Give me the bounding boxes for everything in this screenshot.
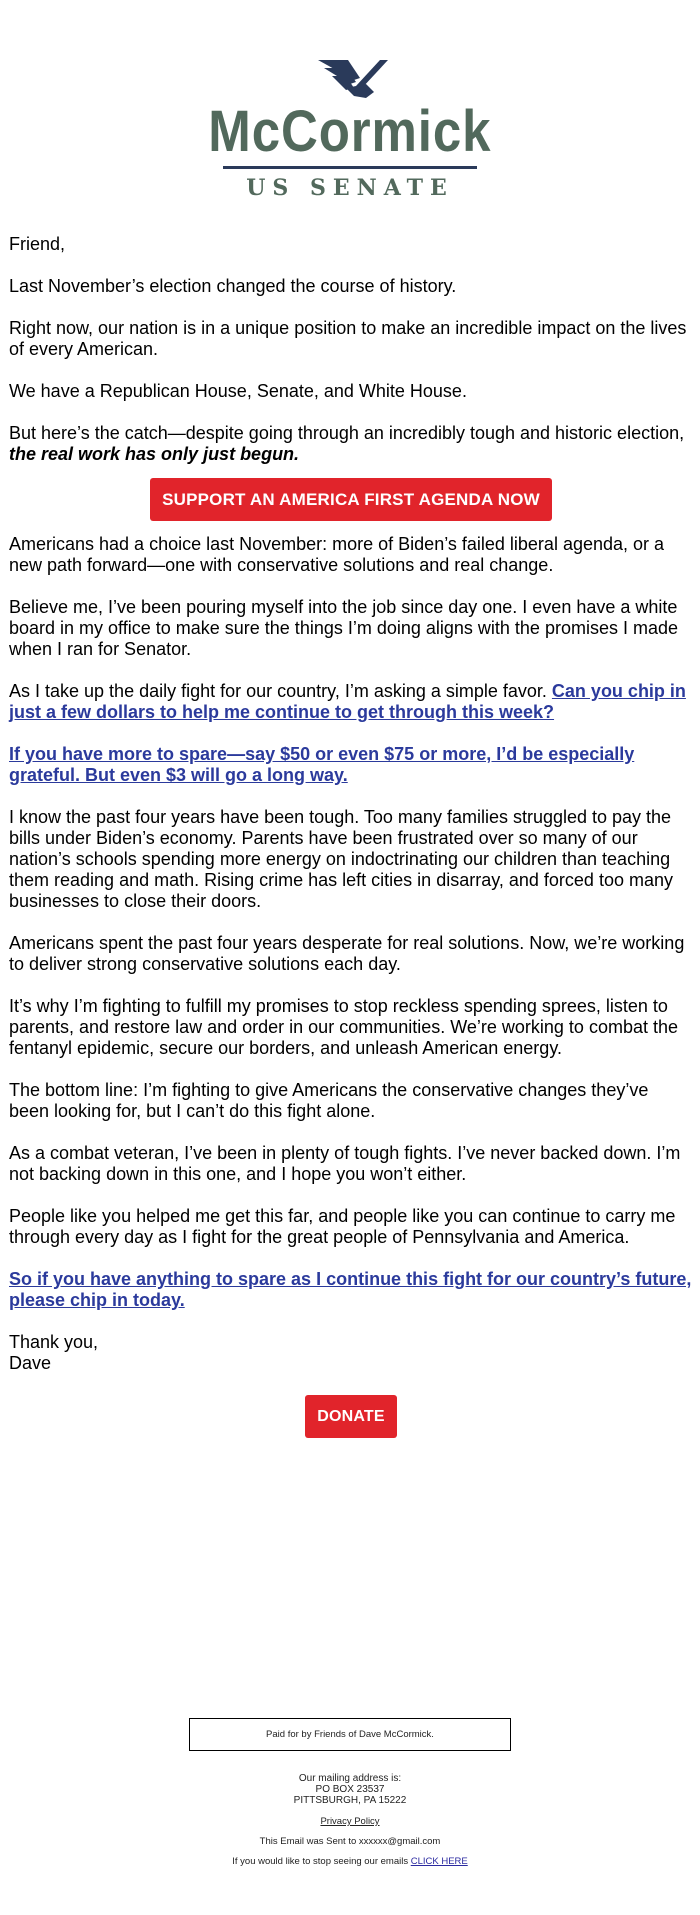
- sent-to-text: This Email was Sent to xxxxxx@gmail.com: [259, 1836, 441, 1847]
- paragraph-text: As I take up the daily fight for our country, I’m asking a simple favor.: [9, 681, 552, 701]
- paragraph-text: But here’s the catch—despite going through an incredibly tough and historic election,: [9, 423, 685, 443]
- paragraph: We have a Republican House, Senate, and White House.: [9, 381, 467, 401]
- logo-subtitle: US SENATE: [246, 175, 454, 201]
- signoff-text: Thank you,: [9, 1332, 99, 1352]
- privacy-policy-link[interactable]: Privacy Policy: [320, 1816, 380, 1827]
- chip-in-today-link[interactable]: So if you have anything to spare as I continue this fight for our country’s future, please chip in today.: [9, 1269, 692, 1310]
- paragraph: [9, 1269, 693, 1311]
- paragraph: People like you helped me get this far, and people like you can continue to carry me through every day as I fight for the great people of Pennsylvania and America.: [9, 1206, 676, 1247]
- address-line-1: PO BOX 23537: [315, 1784, 385, 1795]
- paragraph: Right now, our nation is in a unique position to make an incredible impact on the lives of every American.: [9, 318, 687, 359]
- email-body: [9, 234, 693, 1451]
- paragraph: As a combat veteran, I’ve been in plenty of tough fights. I’ve never backed down. I’m not backing down in this one, and I hope you won’t either.: [9, 1143, 681, 1184]
- chip-in-link[interactable]: Can you chip in just a few dollars to help me continue to get through this week?: [9, 681, 686, 722]
- address-line-2: PITTSBURGH, PA 15222: [293, 1795, 407, 1806]
- paragraph: [9, 744, 693, 786]
- mailing-label: Our mailing address is:: [298, 1773, 402, 1784]
- logo-divider: [223, 166, 477, 169]
- paragraph: Americans spent the past four years desperate for real solutions. Now, we’re working to deliver strong conservative solutions each day.: [9, 933, 685, 974]
- paragraph: [9, 423, 693, 465]
- paragraph: Last November’s election changed the course of history.: [9, 276, 457, 296]
- greeting: Friend,: [9, 234, 66, 254]
- paragraph: Americans had a choice last November: more of Biden’s failed liberal agenda, or a new path forward—one with conservative solutions and real change.: [9, 534, 665, 575]
- paragraph: [9, 681, 693, 723]
- donate-amount-link[interactable]: If you have more to spare—say $50 or even $75 or more, I’d be especially grateful. But even $3 will go a long way.: [9, 744, 635, 785]
- support-agenda-button[interactable]: SUPPORT AN AMERICA FIRST AGENDA NOW: [150, 478, 552, 521]
- unsubscribe-link[interactable]: CLICK HERE: [410, 1856, 468, 1867]
- signoff: [9, 1332, 693, 1374]
- logo: [0, 58, 700, 201]
- signature: Dave: [9, 1353, 52, 1373]
- eagle-icon: [310, 58, 390, 100]
- footer: [0, 1718, 700, 1867]
- donate-button[interactable]: DONATE: [305, 1395, 397, 1438]
- logo-name: McCormick: [208, 99, 492, 164]
- paid-for-disclaimer: Paid for by Friends of Dave McCormick.: [189, 1718, 511, 1751]
- paragraph: I know the past four years have been tough. Too many families struggled to pay the bills under Biden’s economy. Parents have been frustrated over so many of our nation’s schools spending more energy on indoctrinating our children than teaching them reading and math. Rising crime has left cities in disarray, and forced too many businesses to close their doors.: [9, 807, 673, 911]
- emphasis-text: the real work has only just begun.: [9, 444, 300, 464]
- paragraph: The bottom line: I’m fighting to give Americans the conservative changes they’ve been looking for, but I can’t do this fight alone.: [9, 1080, 649, 1121]
- paragraph: It’s why I’m fighting to fulfill my promises to stop reckless spending sprees, listen to parents, and restore law and order in our communities. We’re working to combat the fentanyl epidemic, secure our borders, and unleash American energy.: [9, 996, 678, 1058]
- unsubscribe-text: If you would like to stop seeing our emails: [232, 1856, 411, 1867]
- paragraph: Believe me, I’ve been pouring myself into the job since day one. I even have a white board in my office to make sure the things I’m doing aligns with the promises I made when I ran for Senator.: [9, 597, 678, 659]
